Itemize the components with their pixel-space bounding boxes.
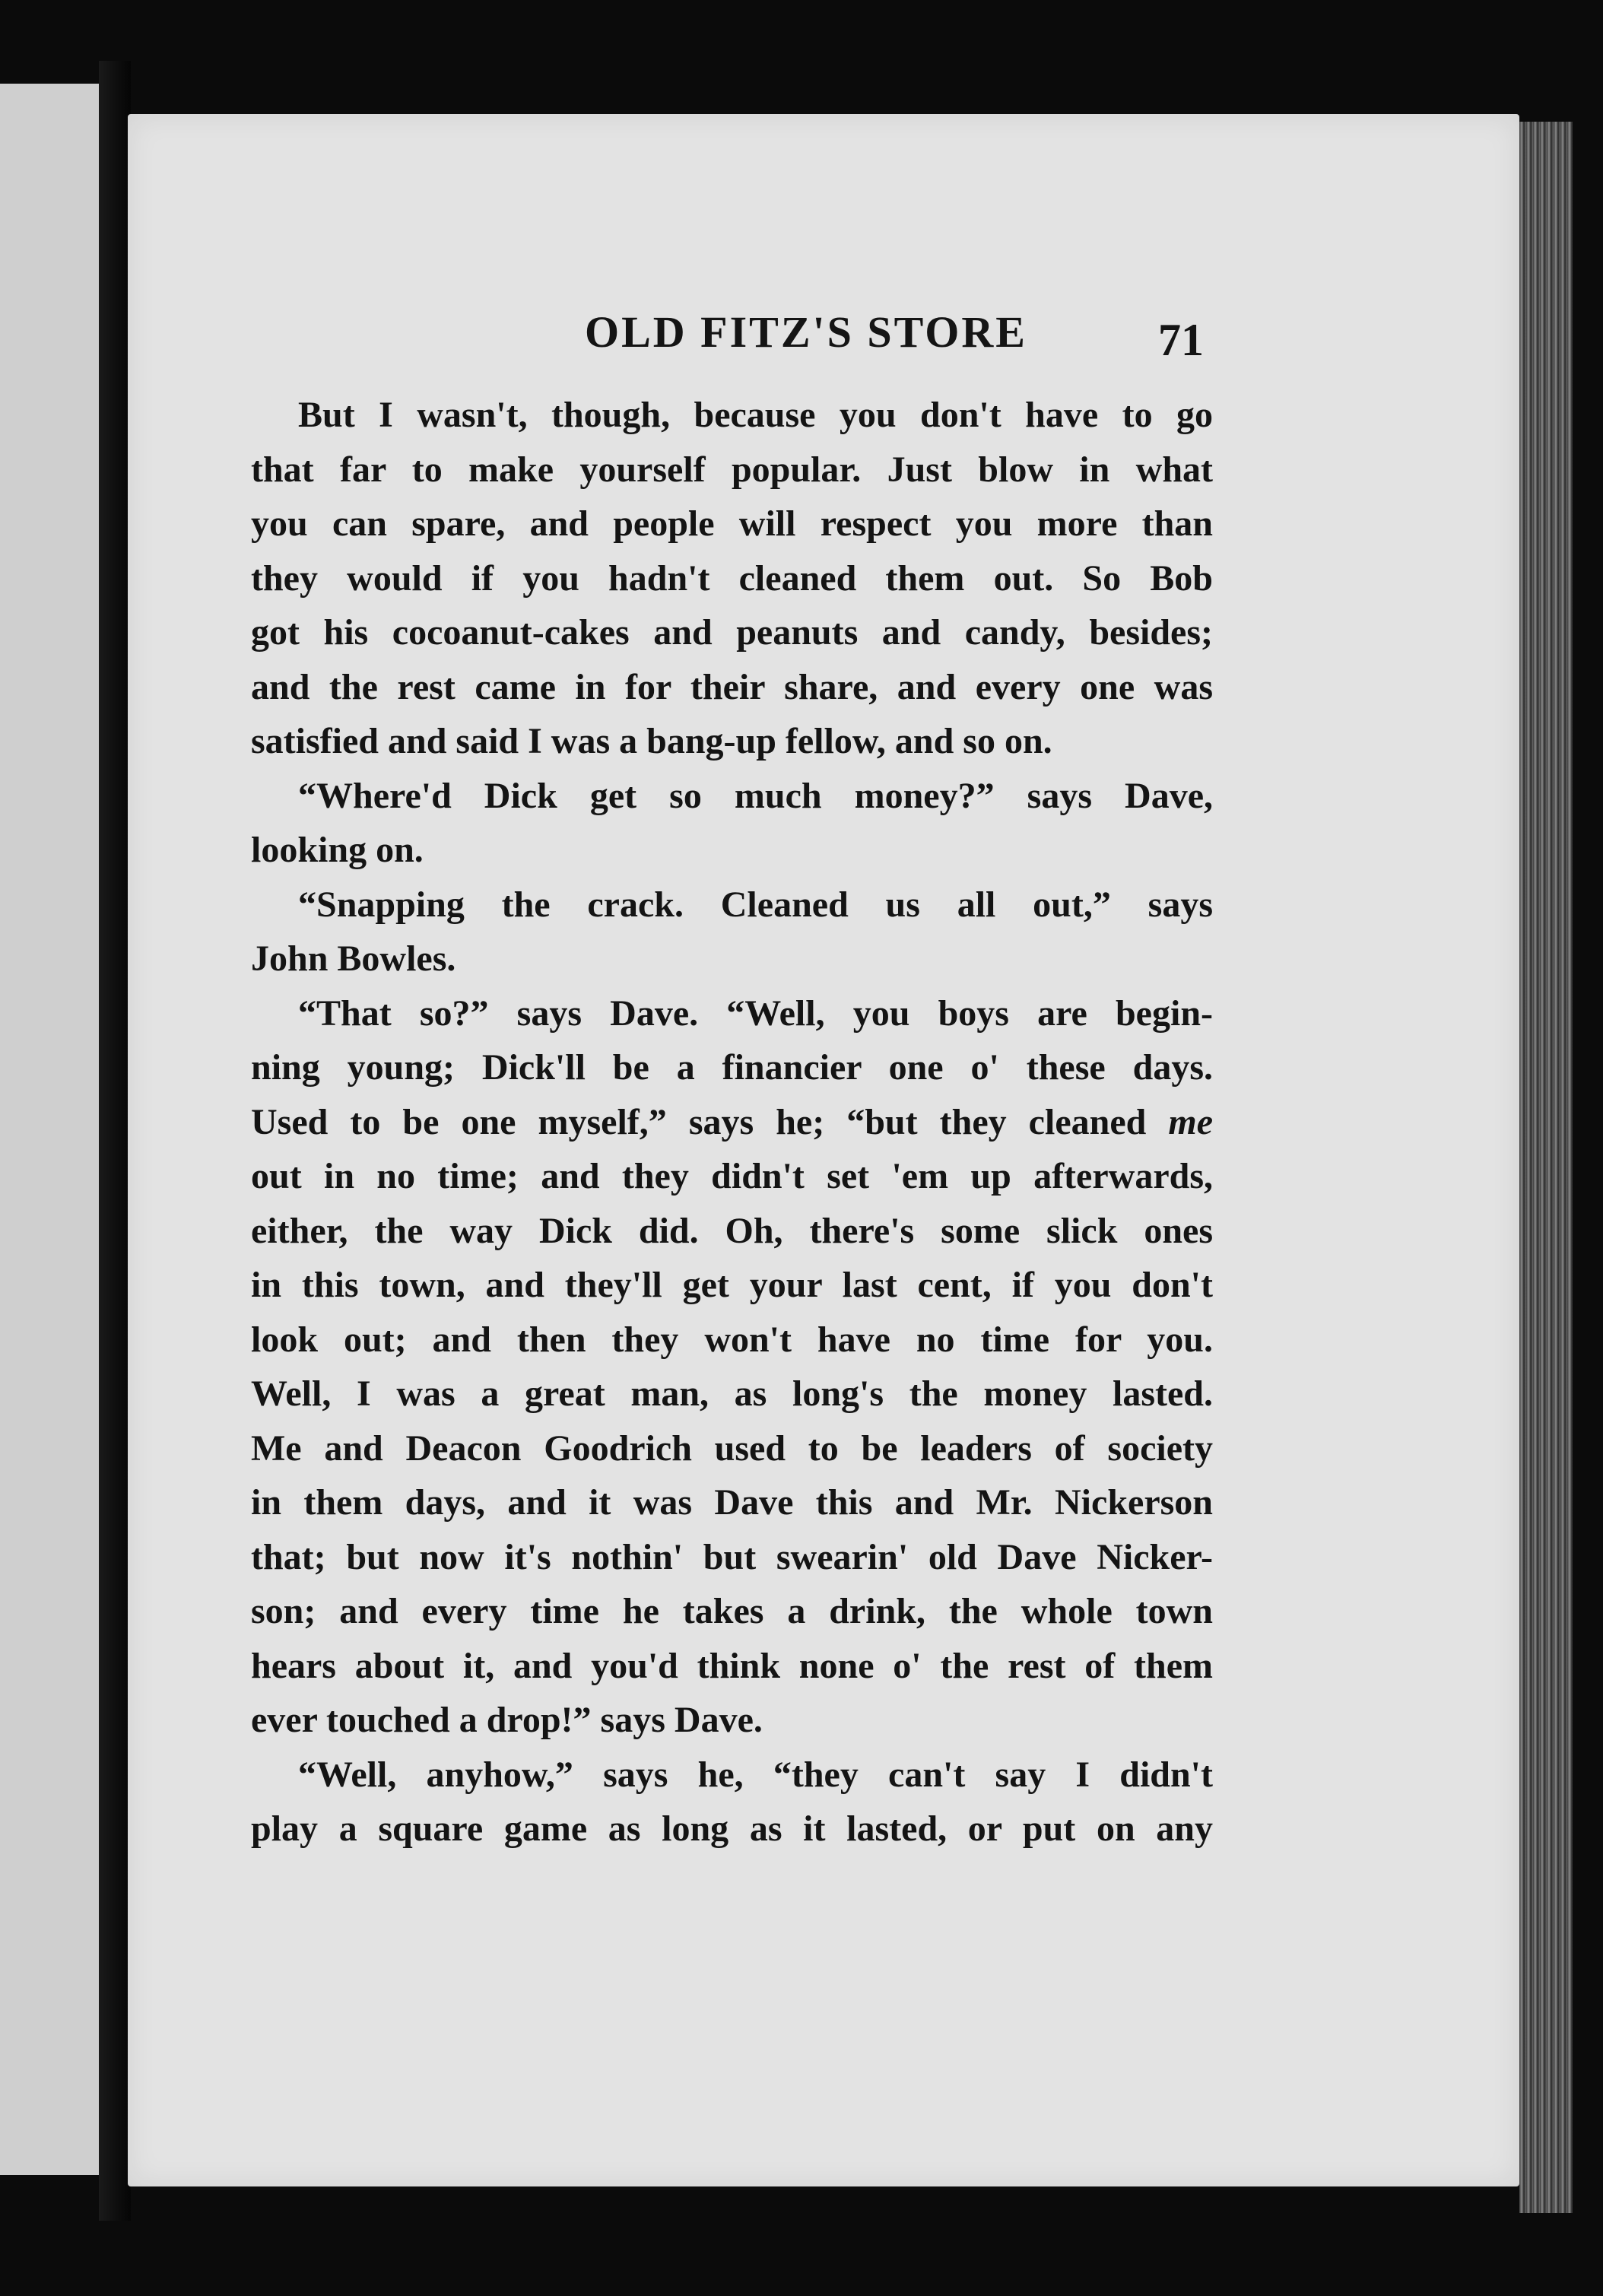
emphasized-word: me (1168, 1101, 1213, 1142)
text-line: John Bowles. (251, 938, 456, 979)
text-line: ever touched a drop!” says Dave. (251, 1700, 763, 1740)
text-line: that; but now it's nothin' but swearin' old Dave Nicker- (251, 1536, 1213, 1577)
paragraph (251, 878, 1213, 986)
facing-page-edge (0, 84, 99, 2175)
text-line: “Snapping the crack. Cleaned us all out,” says (298, 884, 1213, 925)
text-line: “That so?” says Dave. “Well, you boys are begin- (298, 992, 1213, 1034)
text-line: that far to make yourself popular. Just blow in what (251, 449, 1213, 490)
text-line: son; and every time he takes a drink, the whole town (251, 1591, 1213, 1631)
body-text (251, 388, 1213, 1856)
text-line: out in no time; and they didn't set 'em up afterwards, (251, 1156, 1213, 1196)
text-line: Well, I was a great man, as long's the money lasted. (251, 1373, 1213, 1414)
text-line: Me and Deacon Goodrich used to be leaders of society (251, 1427, 1213, 1469)
text-line: “Where'd Dick get so much money?” says Dave, (298, 775, 1213, 816)
text-line: ning young; Dick'll be a financier one o' these days. (251, 1047, 1213, 1088)
text-line: play a square game as long as it lasted, or put on any (251, 1809, 1213, 1849)
text-fragment: Used to be one myself,” says he; “but they cleaned (251, 1101, 1147, 1142)
text-line: look out; and then they won't have no time for you. (251, 1319, 1213, 1360)
text-line: in this town, and they'll get your last cent, if you don't (251, 1265, 1213, 1305)
text-line: got his cocoanut-cakes and peanuts and candy, besides; (251, 612, 1213, 653)
text-line: looking on. (251, 830, 424, 870)
book-gutter (99, 61, 131, 2221)
text-line: satisfied and said I was a bang-up fellow, and so on. (251, 721, 1052, 761)
text-line-with-emphasis (251, 1095, 1213, 1150)
page-edges (1519, 122, 1573, 2213)
paragraph (251, 769, 1213, 878)
text-line: in them days, and it was Dave this and Mr. Nickerson (251, 1482, 1213, 1523)
page-number: 71 (1158, 315, 1204, 365)
text-line: and the rest came in for their share, and every one was (251, 666, 1213, 707)
running-title: OLD FITZ'S STORE (584, 307, 1027, 357)
page-header (128, 300, 1519, 369)
paragraph (251, 986, 1213, 1748)
text-line: But I wasn't, though, because you don't have to go (298, 395, 1213, 435)
text-line: you can spare, and people will respect you more than (251, 503, 1213, 544)
paragraph (251, 1748, 1213, 1856)
paragraph (251, 388, 1213, 769)
text-line: hears about it, and you'd think none o' the rest of them (251, 1645, 1213, 1686)
text-line: they would if you hadn't cleaned them out. So Bob (251, 557, 1213, 599)
text-line: “Well, anyhow,” says he, “they can't say I didn't (298, 1754, 1213, 1795)
text-line: either, the way Dick did. Oh, there's some slick ones (251, 1210, 1213, 1251)
